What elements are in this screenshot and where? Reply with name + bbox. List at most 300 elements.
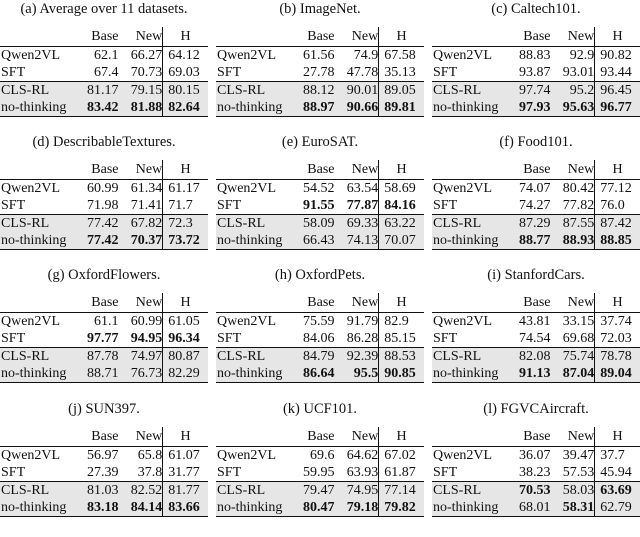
panel-caption: (d) DescribableTextures. — [32, 134, 176, 150]
new-score: 70.37 — [118, 232, 162, 250]
header-h: H — [379, 160, 424, 180]
header-method — [432, 427, 507, 447]
table-row — [216, 499, 424, 517]
table-header-row — [0, 293, 208, 313]
h-score: 85.15 — [379, 330, 424, 348]
h-score: 96.77 — [595, 99, 640, 117]
table-row — [216, 47, 424, 65]
base-score: 77.42 — [75, 215, 119, 233]
panel-caption: (j) SUN397. — [68, 401, 140, 417]
table-row — [0, 232, 208, 250]
new-score: 74.97 — [118, 348, 162, 366]
base-score: 88.71 — [75, 365, 119, 383]
header-base: Base — [75, 160, 119, 180]
base-score: 97.74 — [507, 82, 551, 100]
base-score: 83.42 — [75, 99, 119, 117]
method-name: no-thinking — [432, 99, 507, 117]
method-name: SFT — [1, 331, 26, 346]
method-name: CLS-RL — [0, 482, 75, 500]
table-row — [432, 64, 640, 82]
base-score: 82.08 — [507, 348, 551, 366]
header-h: H — [595, 427, 640, 447]
table-row — [0, 482, 208, 500]
base-score: 67.4 — [93, 65, 119, 80]
method-name: CLS-RL — [432, 215, 507, 233]
table-header-row — [216, 427, 424, 447]
method-name: Qwen2VL — [433, 314, 493, 329]
header-base: Base — [507, 27, 551, 47]
new-score: 80.42 — [562, 181, 595, 196]
new-score: 82.52 — [118, 482, 162, 500]
base-score: 56.97 — [86, 448, 119, 463]
new-score: 81.88 — [118, 99, 162, 117]
header-h: H — [379, 293, 424, 313]
new-score: 87.04 — [550, 365, 594, 383]
header-method — [216, 160, 291, 180]
panel-caption: (c) Caltech101. — [491, 1, 581, 17]
base-score: 74.07 — [518, 181, 551, 196]
header-new: New — [334, 27, 378, 47]
table-row — [216, 348, 424, 366]
table-row — [432, 99, 640, 117]
table-header-row — [216, 293, 424, 313]
header-method — [216, 293, 291, 313]
table-row — [0, 348, 208, 366]
base-score: 61.56 — [302, 48, 335, 63]
results-table — [216, 160, 424, 250]
method-name: Qwen2VL — [433, 48, 493, 63]
new-score: 74.95 — [334, 482, 378, 500]
table-row — [0, 330, 208, 348]
header-base: Base — [291, 27, 335, 47]
panel-caption: (e) EuroSAT. — [281, 134, 359, 150]
base-score: 61.1 — [93, 314, 119, 329]
h-score: 67.58 — [379, 47, 424, 65]
header-h: H — [595, 27, 640, 47]
base-score: 87.29 — [507, 215, 551, 233]
table-row — [216, 232, 424, 250]
results-table — [0, 427, 208, 517]
h-score: 61.07 — [163, 447, 208, 465]
base-score: 79.47 — [291, 482, 335, 500]
table-row — [432, 482, 640, 500]
method-name: SFT — [433, 465, 458, 480]
header-base: Base — [291, 293, 335, 313]
new-score: 71.41 — [130, 198, 163, 213]
base-score: 54.52 — [302, 181, 335, 196]
base-score: 88.12 — [291, 82, 335, 100]
header-new: New — [550, 27, 594, 47]
method-name: no-thinking — [0, 232, 75, 250]
new-score: 91.79 — [346, 314, 379, 329]
method-name: no-thinking — [0, 365, 75, 383]
new-score: 64.62 — [346, 448, 379, 463]
header-new: New — [118, 27, 162, 47]
new-score: 90.66 — [334, 99, 378, 117]
method-name: no-thinking — [0, 99, 75, 117]
header-base: Base — [291, 427, 335, 447]
base-score: 87.78 — [75, 348, 119, 366]
panel-caption: (g) OxfordFlowers. — [47, 267, 161, 283]
new-score: 95.5 — [334, 365, 378, 383]
new-score: 60.99 — [130, 314, 163, 329]
header-h: H — [163, 293, 208, 313]
table-header-row — [216, 160, 424, 180]
base-score: 88.83 — [518, 48, 551, 63]
header-new: New — [118, 293, 162, 313]
base-score: 60.99 — [86, 181, 119, 196]
table-row — [0, 464, 208, 482]
base-score: 81.03 — [75, 482, 119, 500]
table-row — [432, 313, 640, 331]
h-score: 82.29 — [163, 365, 208, 383]
base-score: 93.87 — [518, 65, 551, 80]
new-score: 76.73 — [118, 365, 162, 383]
table-row — [432, 82, 640, 100]
header-method — [216, 27, 291, 47]
results-table — [216, 427, 424, 517]
table-header-row — [0, 427, 208, 447]
new-score: 65.8 — [137, 448, 163, 463]
table-row — [432, 180, 640, 198]
new-score: 69.68 — [562, 331, 595, 346]
new-score: 95.2 — [550, 82, 594, 100]
method-name: CLS-RL — [432, 82, 507, 100]
base-score: 91.13 — [507, 365, 551, 383]
base-score: 62.1 — [93, 48, 119, 63]
method-name: CLS-RL — [216, 215, 291, 233]
h-score: 37.7 — [595, 447, 640, 465]
method-name: CLS-RL — [0, 348, 75, 366]
method-name: Qwen2VL — [433, 448, 493, 463]
header-new: New — [550, 160, 594, 180]
h-score: 90.82 — [595, 47, 640, 65]
base-score: 27.78 — [302, 65, 335, 80]
method-name: Qwen2VL — [1, 448, 61, 463]
base-score: 66.43 — [291, 232, 335, 250]
new-score: 47.78 — [346, 65, 379, 80]
base-score: 81.17 — [75, 82, 119, 100]
method-name: CLS-RL — [216, 482, 291, 500]
new-score: 75.74 — [550, 348, 594, 366]
header-method — [0, 293, 75, 313]
table-row — [0, 180, 208, 198]
table-row — [0, 99, 208, 117]
method-name: SFT — [1, 65, 26, 80]
h-score: 70.07 — [379, 232, 424, 250]
table-row — [216, 464, 424, 482]
table-row — [216, 82, 424, 100]
table-row — [432, 197, 640, 215]
base-score: 43.81 — [518, 314, 551, 329]
table-header-row — [432, 160, 640, 180]
header-method — [432, 293, 507, 313]
h-score: 82.64 — [163, 99, 208, 117]
new-score: 63.54 — [346, 181, 379, 196]
header-base: Base — [291, 160, 335, 180]
method-name: no-thinking — [0, 499, 75, 517]
new-score: 63.93 — [346, 465, 379, 480]
base-score: 86.64 — [291, 365, 335, 383]
base-score: 38.23 — [518, 465, 551, 480]
new-score: 77.82 — [562, 198, 595, 213]
results-table — [216, 293, 424, 383]
new-score: 90.01 — [334, 82, 378, 100]
panel-caption: (h) OxfordPets. — [274, 267, 366, 283]
method-name: no-thinking — [432, 232, 507, 250]
table-row — [432, 464, 640, 482]
method-name: Qwen2VL — [217, 181, 277, 196]
results-table — [0, 160, 208, 250]
results-table — [216, 27, 424, 117]
table-row — [216, 99, 424, 117]
header-h: H — [595, 160, 640, 180]
h-score: 82.9 — [379, 313, 424, 331]
table-row — [0, 499, 208, 517]
new-score: 58.31 — [550, 499, 594, 517]
panel-caption: (b) ImageNet. — [279, 1, 361, 17]
h-score: 64.12 — [163, 47, 208, 65]
h-score: 69.03 — [163, 64, 208, 82]
method-name: SFT — [433, 198, 458, 213]
base-score: 27.39 — [86, 465, 119, 480]
base-score: 84.79 — [291, 348, 335, 366]
method-name: no-thinking — [432, 499, 507, 517]
table-header-row — [0, 27, 208, 47]
table-header-row — [216, 27, 424, 47]
h-score: 88.53 — [379, 348, 424, 366]
h-score: 81.77 — [163, 482, 208, 500]
base-score: 68.01 — [507, 499, 551, 517]
table-row — [0, 82, 208, 100]
table-row — [0, 365, 208, 383]
method-name: Qwen2VL — [1, 48, 61, 63]
h-score: 61.87 — [379, 464, 424, 482]
base-score: 83.18 — [75, 499, 119, 517]
table-header-row — [432, 27, 640, 47]
base-score: 88.97 — [291, 99, 335, 117]
h-score: 89.05 — [379, 82, 424, 100]
table-row — [216, 330, 424, 348]
method-name: SFT — [1, 465, 26, 480]
base-score: 70.53 — [507, 482, 551, 500]
header-base: Base — [507, 427, 551, 447]
header-new: New — [334, 293, 378, 313]
base-score: 80.47 — [291, 499, 335, 517]
header-method — [0, 427, 75, 447]
method-name: SFT — [433, 65, 458, 80]
new-score: 87.55 — [550, 215, 594, 233]
panel-caption: (i) StanfordCars. — [487, 267, 585, 283]
new-score: 33.15 — [562, 314, 595, 329]
h-score: 72.3 — [163, 215, 208, 233]
h-score: 96.34 — [163, 330, 208, 348]
h-score: 89.04 — [595, 365, 640, 383]
header-h: H — [379, 27, 424, 47]
new-score: 95.63 — [550, 99, 594, 117]
h-score: 96.45 — [595, 82, 640, 100]
table-row — [0, 64, 208, 82]
h-score: 79.82 — [379, 499, 424, 517]
table-header-row — [0, 160, 208, 180]
h-score: 93.44 — [595, 64, 640, 82]
new-score: 92.9 — [569, 48, 595, 63]
table-row — [432, 348, 640, 366]
table-row — [0, 197, 208, 215]
table-row — [216, 447, 424, 465]
method-name: CLS-RL — [0, 215, 75, 233]
base-score: 75.59 — [302, 314, 335, 329]
new-score: 66.27 — [130, 48, 163, 63]
h-score: 35.13 — [379, 64, 424, 82]
h-score: 78.78 — [595, 348, 640, 366]
new-score: 94.95 — [130, 331, 163, 346]
header-base: Base — [75, 293, 119, 313]
base-score: 74.27 — [518, 198, 551, 213]
new-score: 39.47 — [562, 448, 595, 463]
new-score: 79.15 — [118, 82, 162, 100]
header-method — [0, 160, 75, 180]
table-header-row — [432, 293, 640, 313]
header-new: New — [334, 427, 378, 447]
h-score: 77.12 — [595, 180, 640, 198]
base-score: 59.95 — [302, 465, 335, 480]
method-name: SFT — [217, 198, 242, 213]
h-score: 84.16 — [379, 197, 424, 215]
header-h: H — [379, 427, 424, 447]
new-score: 58.03 — [550, 482, 594, 500]
table-row — [0, 447, 208, 465]
h-score: 62.79 — [595, 499, 640, 517]
h-score: 76.0 — [595, 197, 640, 215]
table-row — [432, 499, 640, 517]
h-score: 63.69 — [595, 482, 640, 500]
panel-caption: (l) FGVCAircraft. — [483, 401, 589, 417]
method-name: no-thinking — [216, 365, 291, 383]
header-new: New — [550, 427, 594, 447]
new-score: 74.9 — [353, 48, 379, 63]
table-row — [216, 197, 424, 215]
results-table — [0, 293, 208, 383]
table-row — [432, 232, 640, 250]
table-header-row — [432, 427, 640, 447]
h-score: 67.02 — [379, 447, 424, 465]
base-score: 91.55 — [302, 198, 335, 213]
table-row — [216, 64, 424, 82]
method-name: SFT — [217, 331, 242, 346]
header-base: Base — [75, 27, 119, 47]
method-name: CLS-RL — [216, 82, 291, 100]
new-score: 79.18 — [334, 499, 378, 517]
h-score: 90.85 — [379, 365, 424, 383]
method-name: CLS-RL — [432, 348, 507, 366]
results-table — [432, 27, 640, 117]
header-method — [432, 27, 507, 47]
method-name: CLS-RL — [216, 348, 291, 366]
method-name: Qwen2VL — [217, 48, 277, 63]
h-score: 80.15 — [163, 82, 208, 100]
table-row — [432, 47, 640, 65]
method-name: Qwen2VL — [1, 181, 61, 196]
h-score: 88.85 — [595, 232, 640, 250]
h-score: 61.17 — [163, 180, 208, 198]
header-base: Base — [75, 427, 119, 447]
table-row — [432, 365, 640, 383]
header-base: Base — [507, 160, 551, 180]
table-row — [0, 47, 208, 65]
panel-caption: (f) Food101. — [499, 134, 573, 150]
header-h: H — [163, 427, 208, 447]
base-score: 77.42 — [75, 232, 119, 250]
table-row — [0, 313, 208, 331]
base-score: 84.06 — [302, 331, 335, 346]
header-h: H — [595, 293, 640, 313]
base-score: 97.77 — [86, 331, 119, 346]
table-row — [432, 447, 640, 465]
method-name: Qwen2VL — [1, 314, 61, 329]
header-method — [216, 427, 291, 447]
new-score: 37.8 — [137, 465, 163, 480]
header-method — [432, 160, 507, 180]
new-score: 70.73 — [130, 65, 163, 80]
table-row — [216, 365, 424, 383]
base-score: 71.98 — [86, 198, 119, 213]
h-score: 58.69 — [379, 180, 424, 198]
base-score: 36.07 — [518, 448, 551, 463]
h-score: 72.03 — [595, 330, 640, 348]
h-score: 89.81 — [379, 99, 424, 117]
h-score: 61.05 — [163, 313, 208, 331]
new-score: 57.53 — [562, 465, 595, 480]
method-name: no-thinking — [216, 499, 291, 517]
base-score: 88.77 — [507, 232, 551, 250]
method-name: SFT — [433, 331, 458, 346]
method-name: SFT — [217, 65, 242, 80]
header-base: Base — [507, 293, 551, 313]
new-score: 74.13 — [334, 232, 378, 250]
table-row — [0, 215, 208, 233]
h-score: 80.87 — [163, 348, 208, 366]
method-name: no-thinking — [216, 99, 291, 117]
header-new: New — [550, 293, 594, 313]
method-name: Qwen2VL — [433, 181, 493, 196]
panel-caption: (a) Average over 11 datasets. — [20, 1, 188, 17]
base-score: 74.54 — [518, 331, 551, 346]
h-score: 73.72 — [163, 232, 208, 250]
h-score: 83.66 — [163, 499, 208, 517]
results-table — [432, 427, 640, 517]
results-table — [432, 160, 640, 250]
h-score: 37.74 — [595, 313, 640, 331]
new-score: 86.28 — [346, 331, 379, 346]
panel-caption: (k) UCF101. — [282, 401, 358, 417]
h-score: 31.77 — [163, 464, 208, 482]
method-name: Qwen2VL — [217, 314, 277, 329]
new-score: 92.39 — [334, 348, 378, 366]
new-score: 88.93 — [550, 232, 594, 250]
table-row — [216, 180, 424, 198]
new-score: 77.87 — [346, 198, 379, 213]
method-name: CLS-RL — [0, 82, 75, 100]
base-score: 97.93 — [507, 99, 551, 117]
header-h: H — [163, 27, 208, 47]
new-score: 67.82 — [118, 215, 162, 233]
method-name: no-thinking — [216, 232, 291, 250]
method-name: CLS-RL — [432, 482, 507, 500]
results-table — [0, 27, 208, 117]
h-score: 63.22 — [379, 215, 424, 233]
new-score: 93.01 — [562, 65, 595, 80]
